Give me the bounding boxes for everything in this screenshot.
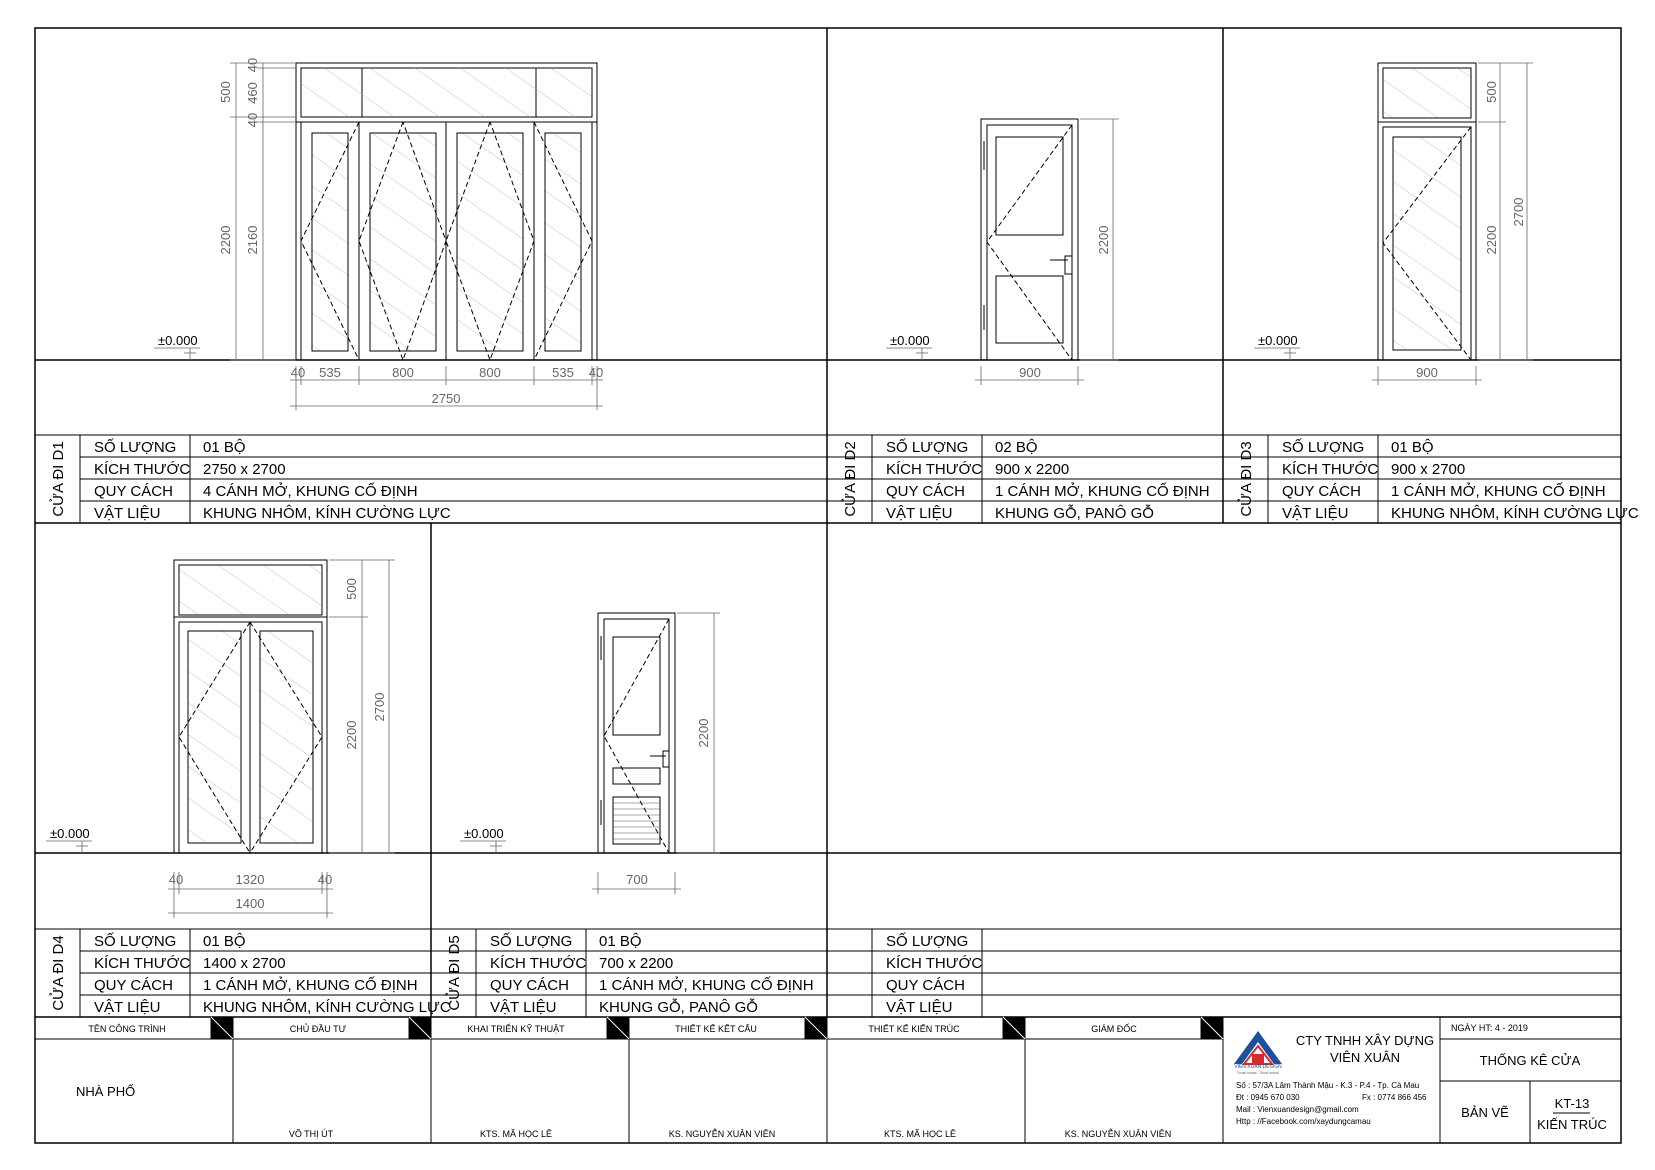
d5-qty-label: SỐ LƯỢNG	[490, 933, 573, 950]
d1-dim-w800a: 800	[392, 365, 414, 380]
d1-dim-w800b: 800	[479, 365, 501, 380]
completion-date: NGÀY HT: 4 - 2019	[1451, 1023, 1528, 1033]
d2-qty-label: SỐ LƯỢNG	[886, 439, 969, 456]
d2-spec: 1 CÁNH MỞ, KHUNG CỐ ĐỊNH	[995, 483, 1210, 500]
tech-name: KTS. MÃ HỌC LÊ	[479, 1129, 553, 1139]
d4-spec: 1 CÁNH MỞ, KHUNG CỐ ĐỊNH	[203, 977, 418, 994]
struct-label: THIẾT KẾ KẾT CẤU	[675, 1024, 757, 1034]
d4-dim-500: 500	[344, 578, 359, 600]
d1-name: CỬA ĐI D1	[50, 441, 67, 517]
d2-name: CỬA ĐI D2	[842, 441, 859, 517]
company-web: Http : //Facebook.com/xaydungcamau	[1236, 1117, 1371, 1126]
d3-spec: 1 CÁNH MỞ, KHUNG CỐ ĐỊNH	[1391, 483, 1606, 500]
d1-material: KHUNG NHÔM, KÍNH CƯỜNG LỰC	[203, 505, 451, 522]
d2-size-label: KÍCH THƯỚC	[886, 461, 983, 478]
d3-material: KHUNG NHÔM, KÍNH CƯỜNG LỰC	[1391, 505, 1639, 522]
d4-qty-label: SỐ LƯỢNG	[94, 933, 177, 950]
d1-size: 2750 x 2700	[203, 461, 286, 478]
d4-dim-w40b: 40	[317, 872, 333, 887]
door-d3-elevation	[1378, 63, 1476, 360]
d3-dim-2200: 2200	[1484, 225, 1499, 255]
company-phone: Đt : 0945 670 030	[1236, 1093, 1300, 1102]
d4-qty: 01 BỘ	[203, 933, 246, 950]
d4-material: KHUNG NHÔM, KÍNH CƯỜNG LỰC	[203, 999, 451, 1016]
door-d1-elevation	[296, 63, 597, 360]
d5-dim-labels	[464, 719, 711, 887]
d4-spec-label: QUY CÁCH	[94, 977, 173, 994]
ban-ve-label: BẢN VẼ	[1461, 1105, 1509, 1120]
arch-label: THIẾT KẾ KIẾN TRÚC	[868, 1024, 960, 1034]
d3-size: 900 x 2700	[1391, 461, 1466, 478]
d4-dim-2200: 2200	[344, 720, 359, 750]
d3-level-mark: ±0.000	[1258, 333, 1298, 348]
d1-spec-label: QUY CÁCH	[94, 483, 173, 500]
tech-label: KHAI TRIỂN KỸ THUẬT	[467, 1024, 565, 1034]
company-mail: Mail : Vienxuandesign@gmail.com	[1236, 1105, 1359, 1114]
empty-size-label: KÍCH THƯỚC	[886, 955, 983, 972]
d3-qty-label: SỐ LƯỢNG	[1282, 439, 1365, 456]
d1-dim-460: 460	[245, 82, 260, 104]
company-logo	[1234, 1031, 1282, 1075]
d1-level-mark: ±0.000	[158, 333, 198, 348]
logo-text: VIEN XUAN DESIGN	[1234, 1064, 1282, 1070]
d3-qty: 01 BỘ	[1391, 439, 1434, 456]
spec-table-d5	[445, 932, 814, 1016]
d1-dim-w40b: 40	[588, 365, 604, 380]
d4-name: CỬA ĐI D4	[50, 935, 67, 1011]
sheet-number: KT-13	[1554, 1096, 1590, 1111]
d2-size: 900 x 2200	[995, 461, 1070, 478]
d4-material-label: VẬT LIỆU	[94, 999, 161, 1016]
d4-dim-w40a: 40	[168, 872, 184, 887]
door-d5-dimensions	[592, 613, 720, 894]
d2-dim-900: 900	[1019, 365, 1041, 380]
d5-name: CỬA ĐI D5	[446, 935, 463, 1011]
d1-dim-500: 500	[218, 81, 233, 103]
d2-qty: 02 BỘ	[995, 439, 1038, 456]
d2-material-label: VẬT LIỆU	[886, 505, 953, 522]
d2-spec-label: QUY CÁCH	[886, 483, 965, 500]
company-address: Số : 57/3A Lâm Thành Mậu - K.3 - P.4 - Tp. Cà Mau	[1236, 1081, 1420, 1090]
title-block-texts	[76, 1023, 1171, 1139]
logo-sub: Small house - Small actual	[1237, 1071, 1279, 1075]
d2-material: KHUNG GỖ, PANÔ GỖ	[995, 505, 1154, 522]
d5-spec: 1 CÁNH MỞ, KHUNG CỐ ĐỊNH	[599, 977, 814, 994]
d2-dim-2200: 2200	[1096, 225, 1111, 255]
d4-level-mark: ±0.000	[50, 826, 90, 841]
company-fax: Fx : 0774 866 456	[1362, 1093, 1427, 1102]
company-line1: CTY TNHH XÂY DỰNG	[1295, 1033, 1435, 1048]
empty-spec-label: QUY CÁCH	[886, 977, 965, 994]
door-d4-elevation	[174, 560, 327, 853]
sheet-title: THỐNG KÊ CỬA	[1479, 1053, 1581, 1068]
door-d2-elevation	[981, 119, 1078, 360]
d1-qty-label: SỐ LƯỢNG	[94, 439, 177, 456]
d1-dim-40-mid: 40	[245, 112, 260, 128]
d1-material-label: VẬT LIỆU	[94, 505, 161, 522]
d3-material-label: VẬT LIỆU	[1282, 505, 1349, 522]
door-d5-elevation	[598, 613, 675, 853]
d1-dim-2160: 2160	[245, 225, 260, 255]
d5-size-label: KÍCH THƯỚC	[490, 955, 587, 972]
d4-dim-2700: 2700	[372, 692, 387, 722]
d4-size: 1400 x 2700	[203, 955, 286, 972]
project-label: TÊN CÔNG TRÌNH	[88, 1024, 166, 1034]
d1-dim-w535a: 535	[319, 365, 341, 380]
sheet-discipline: KIẾN TRÚC	[1537, 1117, 1607, 1132]
d3-size-label: KÍCH THƯỚC	[1282, 461, 1379, 478]
d3-name: CỬA ĐI D3	[1238, 441, 1255, 517]
d5-level-mark: ±0.000	[464, 826, 504, 841]
d1-dim-w40a: 40	[290, 365, 306, 380]
empty-qty-label: SỐ LƯỢNG	[886, 933, 969, 950]
d5-dim-2200: 2200	[696, 718, 711, 748]
d1-dim-40-top: 40	[245, 57, 260, 73]
owner-label: CHỦ ĐẦU TƯ	[289, 1024, 347, 1034]
owner-name: VÕ THỊ ÚT	[288, 1129, 334, 1139]
director-name: KS. NGUYỄN XUÂN VIÊN	[1064, 1129, 1172, 1139]
d5-material: KHUNG GỖ, PANÔ GỖ	[599, 999, 758, 1016]
spec-table-d4	[49, 932, 451, 1016]
director-label: GIÁM ĐỐC	[1091, 1024, 1137, 1034]
company-line2: VIÊN XUÂN	[1329, 1050, 1401, 1065]
d1-size-label: KÍCH THƯỚC	[94, 461, 191, 478]
d3-dim-900: 900	[1416, 365, 1438, 380]
d4-dim-w1400: 1400	[235, 896, 265, 911]
d1-dim-w535b: 535	[552, 365, 574, 380]
arch-name: KTS. MÃ HỌC LÊ	[883, 1129, 957, 1139]
d5-dim-700: 700	[626, 872, 648, 887]
d5-material-label: VẬT LIỆU	[490, 999, 557, 1016]
spec-table-d3	[1237, 438, 1639, 522]
spec-table-empty	[886, 932, 982, 1016]
d3-dim-2700: 2700	[1511, 197, 1526, 227]
d3-spec-label: QUY CÁCH	[1282, 483, 1361, 500]
d1-qty: 01 BỘ	[203, 439, 246, 456]
d4-size-label: KÍCH THƯỚC	[94, 955, 191, 972]
d5-spec-label: QUY CÁCH	[490, 977, 569, 994]
d3-dim-500: 500	[1484, 81, 1499, 103]
d5-qty: 01 BỘ	[599, 933, 642, 950]
d1-dim-total: 2750	[431, 391, 461, 406]
empty-material-label: VẬT LIỆU	[886, 999, 953, 1016]
spec-table-d1	[49, 438, 451, 522]
d5-size: 700 x 2200	[599, 955, 674, 972]
spec-table-d2	[841, 438, 1210, 522]
d4-dim-w1320: 1320	[235, 872, 265, 887]
d1-spec: 4 CÁNH MỞ, KHUNG CỐ ĐỊNH	[203, 483, 418, 500]
d2-level-mark: ±0.000	[890, 333, 930, 348]
d1-dim-2200: 2200	[218, 225, 233, 255]
project-name: NHÀ PHỐ	[76, 1084, 136, 1099]
struct-name: KS. NGUYỄN XUÂN VIÊN	[668, 1129, 776, 1139]
